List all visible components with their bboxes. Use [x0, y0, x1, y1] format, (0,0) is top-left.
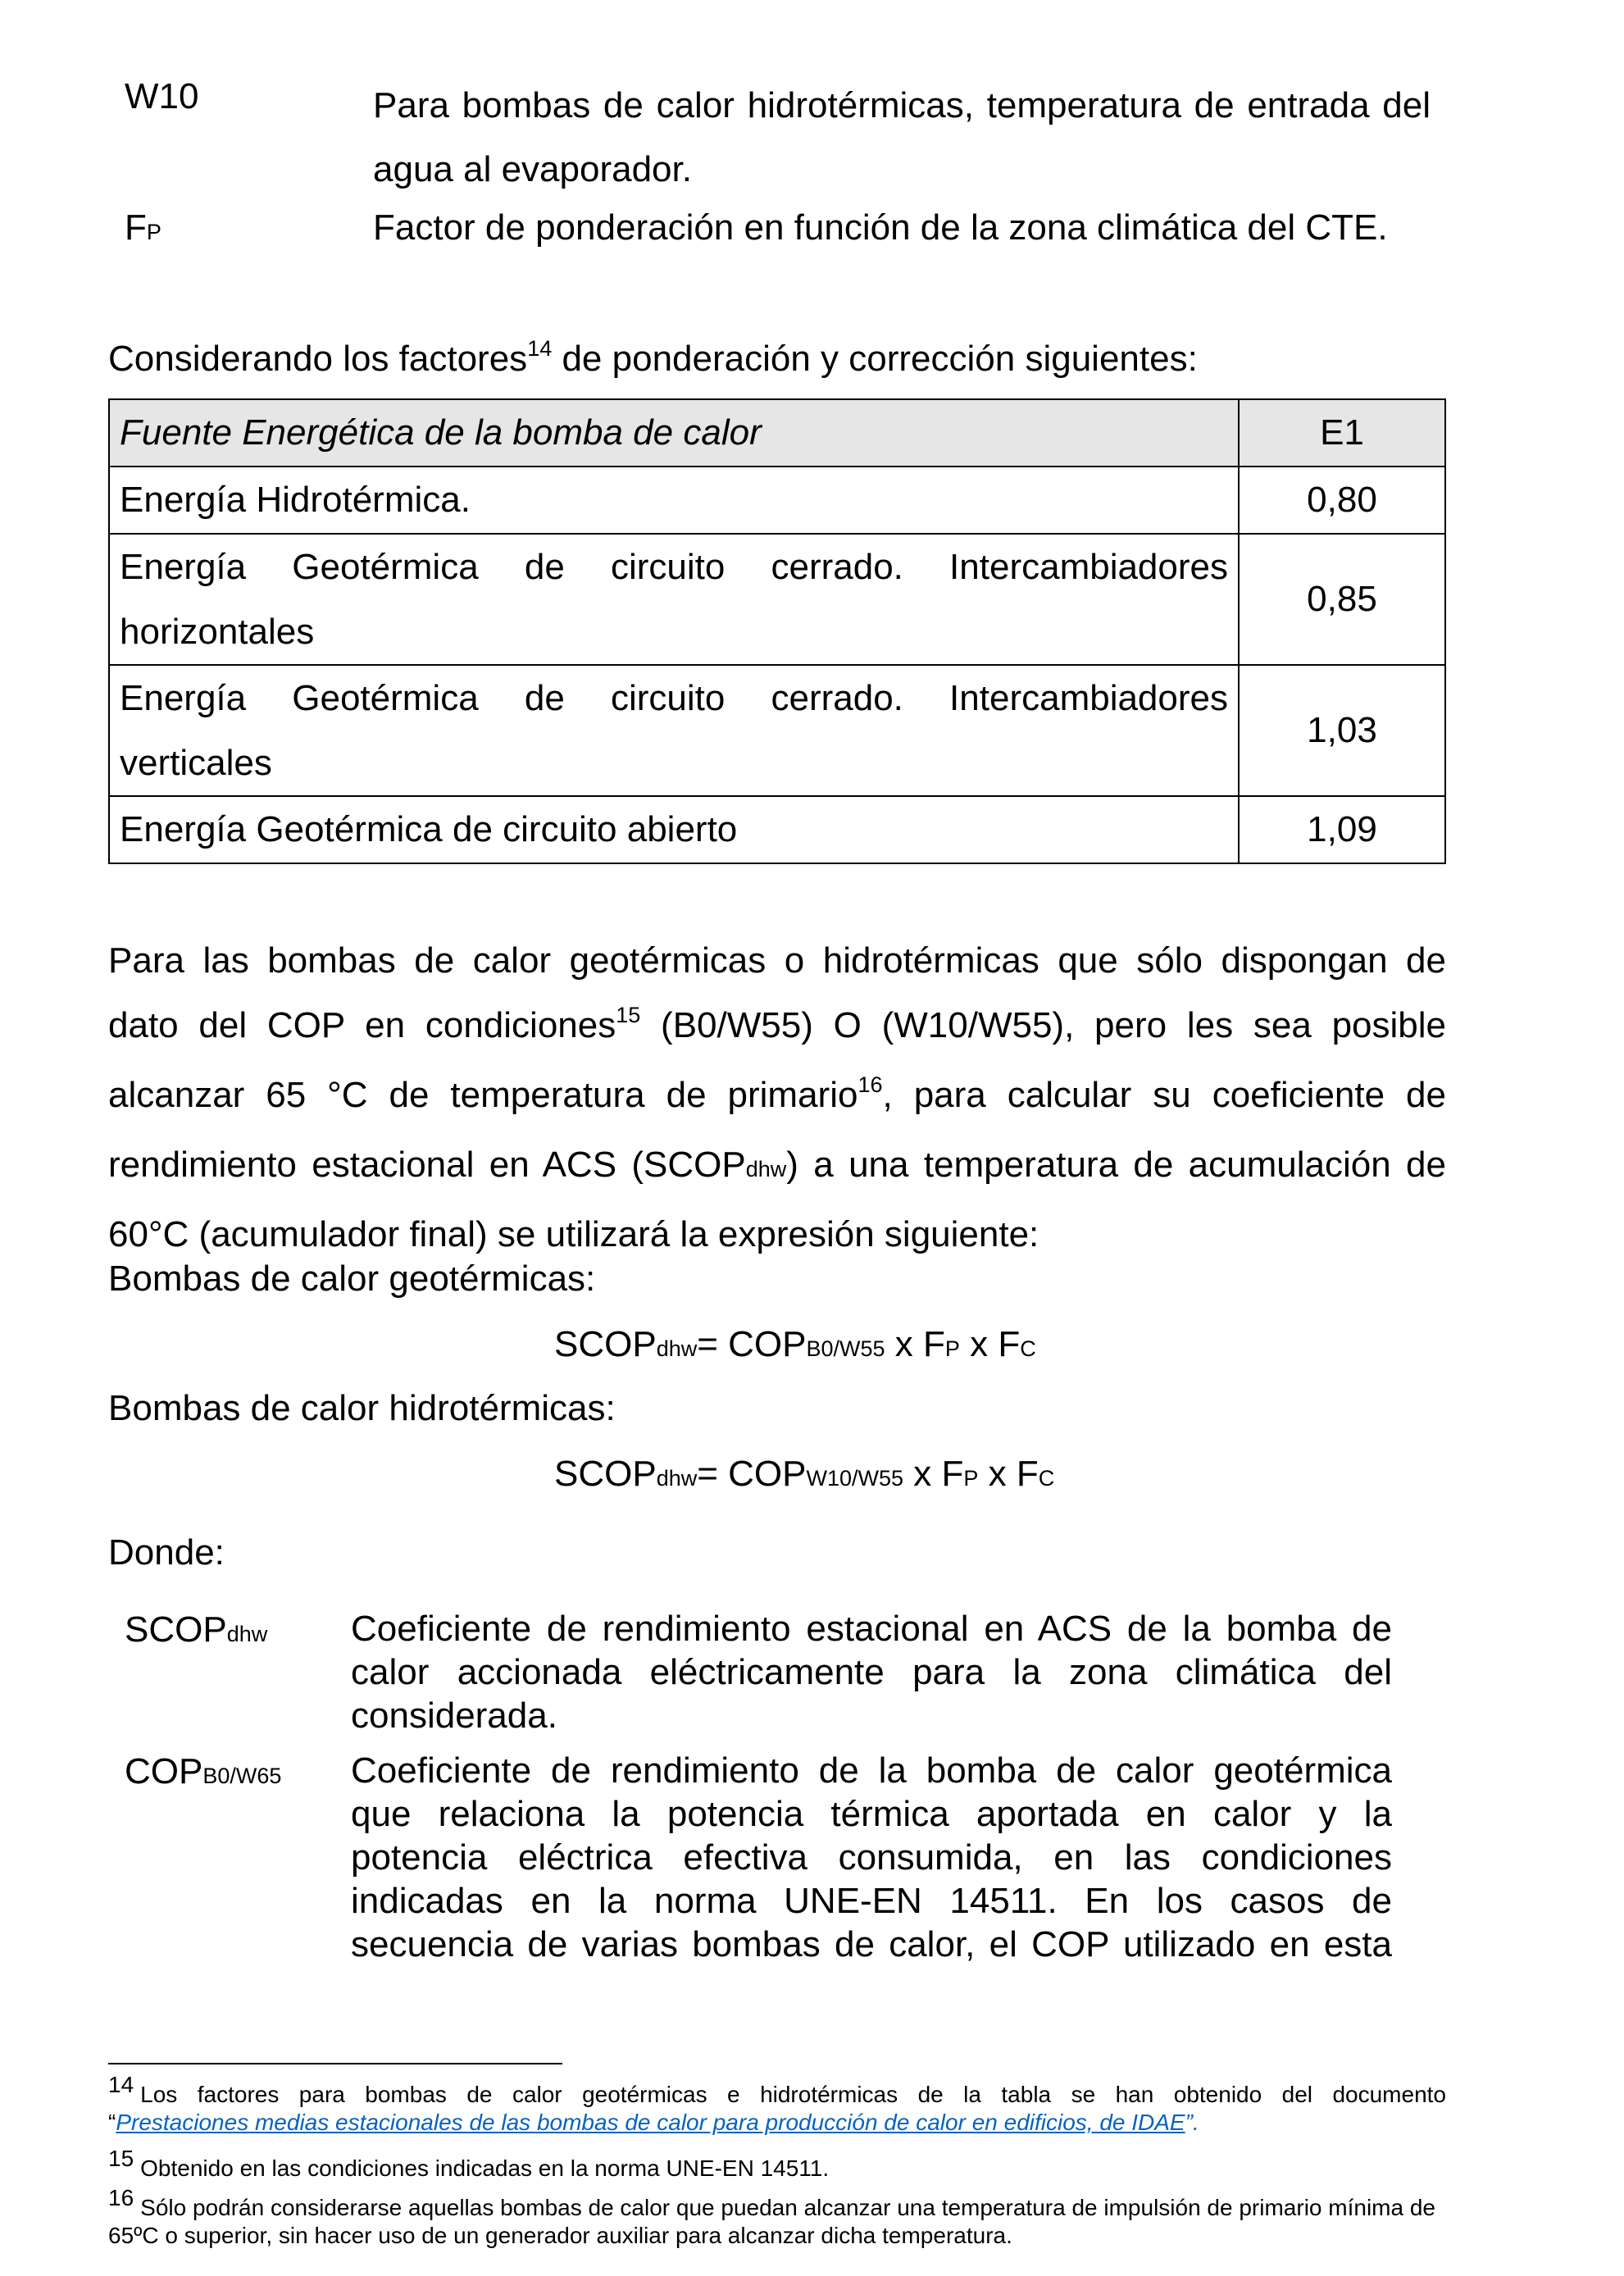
footnote-text: Los factores para bombas de calor geotérmicas e hidrotérmicas de la tabla se han obtenido del documento — [140, 2082, 1446, 2107]
table-header-row — [109, 399, 1445, 467]
formula-geo — [554, 1322, 1036, 1372]
def-line: Coeficiente de rendimiento estacional en ACS de la bomba de — [351, 1609, 1392, 1649]
formula-sub: P — [944, 1336, 960, 1361]
table-cell-label-line2: verticales — [120, 743, 272, 783]
footnote-line — [108, 2109, 1446, 2137]
footnote-ref-16[interactable]: 16 — [857, 1072, 883, 1097]
table-header-value: E1 — [1239, 399, 1445, 467]
def-text: Factor de ponderación en función de la zona climática del CTE. — [373, 207, 1388, 248]
footnote-15 — [108, 2146, 1446, 2183]
footnote-mark: 15 — [108, 2146, 134, 2171]
paragraph-line — [108, 1063, 1446, 1132]
donde-label: Donde: — [108, 1532, 225, 1573]
footnote-line — [108, 2072, 1446, 2109]
paragraph-text: , para calcular su coeficiente de — [882, 1075, 1446, 1115]
def-symbol-text: W10 — [125, 76, 199, 116]
table-cell-label: Energía Hidrotérmica. — [109, 467, 1239, 534]
def-symbol-text: SCOP — [125, 1609, 227, 1650]
formula-part: x F — [959, 1324, 1021, 1364]
table-row — [109, 665, 1445, 796]
formula-sub: dhw — [656, 1336, 698, 1361]
formula-sub: W10/W55 — [806, 1466, 904, 1491]
table-cell-label-line1: Energía Geotérmica de circuito cerrado. Intercambiadores — [120, 547, 1228, 587]
footnote-link[interactable]: Prestaciones medias estacionales de las bombas de calor para producción de calor en edificios, de IDAE — [116, 2110, 1185, 2135]
def-symbol-copb0w65 — [125, 1749, 281, 1799]
table-row — [109, 796, 1445, 863]
footnote-text: Obtenido en las condiciones indicadas en la norma UNE-EN 14511. — [140, 2155, 830, 2181]
paragraph-text: rendimiento estacional en ACS (SCOP — [108, 1145, 746, 1185]
paragraph-line — [108, 993, 1446, 1063]
factors-table — [108, 398, 1446, 864]
def-line: indicadas en la norma UNE-EN 14511. En los casos de — [351, 1881, 1392, 1921]
def-text-w10 — [373, 74, 1431, 202]
footnote-quote: “ — [108, 2110, 116, 2135]
def-line: que relaciona la potencia térmica aportada en calor y la — [351, 1794, 1392, 1834]
paragraph-line: 60°C (acumulador final) se utilizará la expresión siguiente: — [108, 1214, 1039, 1254]
formula-sub: C — [1020, 1336, 1036, 1361]
table-cell-label — [109, 534, 1239, 665]
def-symbol-text: COP — [125, 1751, 203, 1791]
def-line: calor accionada eléctricamente para la zona climática del — [351, 1652, 1392, 1692]
def-symbol-fp — [125, 205, 161, 255]
table-cell-value: 0,85 — [1239, 534, 1445, 665]
def-symbol-sub: dhw — [226, 1622, 268, 1646]
formula-sub: B0/W55 — [806, 1336, 885, 1361]
formula-part: SCOP — [554, 1454, 657, 1494]
formula-part: x F — [885, 1324, 945, 1364]
def-symbol-text: F — [125, 207, 147, 248]
def-text: Para bombas de calor hidrotérmicas, temperatura de entrada del agua al evaporador. — [373, 85, 1431, 189]
formula-sub: P — [963, 1466, 979, 1491]
table-intro — [108, 336, 1198, 386]
footnote-separator — [108, 2063, 562, 2064]
paragraph-text: alcanzar 65 °C de temperatura de primario — [108, 1075, 858, 1115]
formula-part: x F — [903, 1454, 964, 1494]
geo-label: Bombas de calor geotérmicas: — [108, 1259, 596, 1299]
footnote-ref-14[interactable]: 14 — [527, 336, 553, 361]
table-cell-label-line2: horizontales — [120, 612, 315, 652]
def-symbol-w10 — [125, 74, 198, 120]
paragraph-text: dato del COP en condiciones — [108, 1005, 616, 1045]
def-line: secuencia de varias bombas de calor, el COP utilizado en esta — [351, 1924, 1392, 1964]
paragraph-line — [108, 1132, 1446, 1202]
formula-part: SCOP — [554, 1324, 657, 1364]
footnote-quote: ”. — [1185, 2110, 1199, 2135]
footnote-mark: 14 — [108, 2072, 134, 2097]
formula-part: x F — [978, 1454, 1039, 1494]
def-text-copb0w65 — [351, 1749, 1392, 1966]
intro-text-rest: de ponderación y corrección siguientes: — [552, 339, 1198, 379]
footnote-ref-15[interactable]: 15 — [616, 1003, 641, 1027]
footnote-16 — [108, 2185, 1446, 2250]
formula-sub: dhw — [656, 1466, 698, 1491]
def-symbol-sub: B0/W65 — [202, 1764, 282, 1788]
table-row — [109, 534, 1445, 665]
formula-hidro — [554, 1451, 1054, 1501]
footnote-text: Sólo podrán considerarse aquellas bombas de calor que puedan alcanzar una temperatura de impulsión de primario mínima de 65ºC o superior, sin hacer uso de un generador auxiliar para alcanzar dicha temperatura. — [108, 2195, 1435, 2248]
intro-text: Considerando los factores — [108, 339, 528, 379]
def-symbol-sub: P — [146, 220, 161, 244]
footnote-mark: 16 — [108, 2185, 134, 2210]
paragraph-sub: dhw — [745, 1157, 787, 1181]
def-symbol-scopdhw — [125, 1607, 267, 1657]
def-text-fp — [373, 205, 1388, 251]
body-paragraph — [108, 928, 1446, 1267]
def-line: potencia eléctrica efectiva consumida, en las condiciones — [351, 1837, 1392, 1878]
formula-part: = COP — [697, 1454, 807, 1494]
def-line: Coeficiente de rendimiento de la bomba de calor geotérmica — [351, 1750, 1392, 1791]
hidro-label: Bombas de calor hidrotérmicas: — [108, 1388, 616, 1428]
table-cell-label-line1: Energía Geotérmica de circuito cerrado. Intercambiadores — [120, 678, 1228, 718]
paragraph-line: Para las bombas de calor geotérmicas o hidrotérmicas que sólo dispongan de — [108, 940, 1446, 981]
def-line: considerada. — [351, 1696, 557, 1736]
paragraph-text: (B0/W55) O (W10/W55), pero les sea posible — [640, 1005, 1447, 1045]
table-cell-value: 0,80 — [1239, 467, 1445, 534]
formula-sub: C — [1038, 1466, 1055, 1491]
paragraph-text: ) a una temperatura de acumulación de — [786, 1145, 1446, 1185]
table-cell-value: 1,09 — [1239, 796, 1445, 863]
footnote-14 — [108, 2072, 1446, 2137]
table-cell-value: 1,03 — [1239, 665, 1445, 796]
table-header-label: Fuente Energética de la bomba de calor — [109, 399, 1239, 467]
table-row — [109, 467, 1445, 534]
def-text-scopdhw — [351, 1607, 1392, 1737]
table-cell-label — [109, 665, 1239, 796]
formula-part: = COP — [697, 1324, 807, 1364]
table-cell-label: Energía Geotérmica de circuito abierto — [109, 796, 1239, 863]
